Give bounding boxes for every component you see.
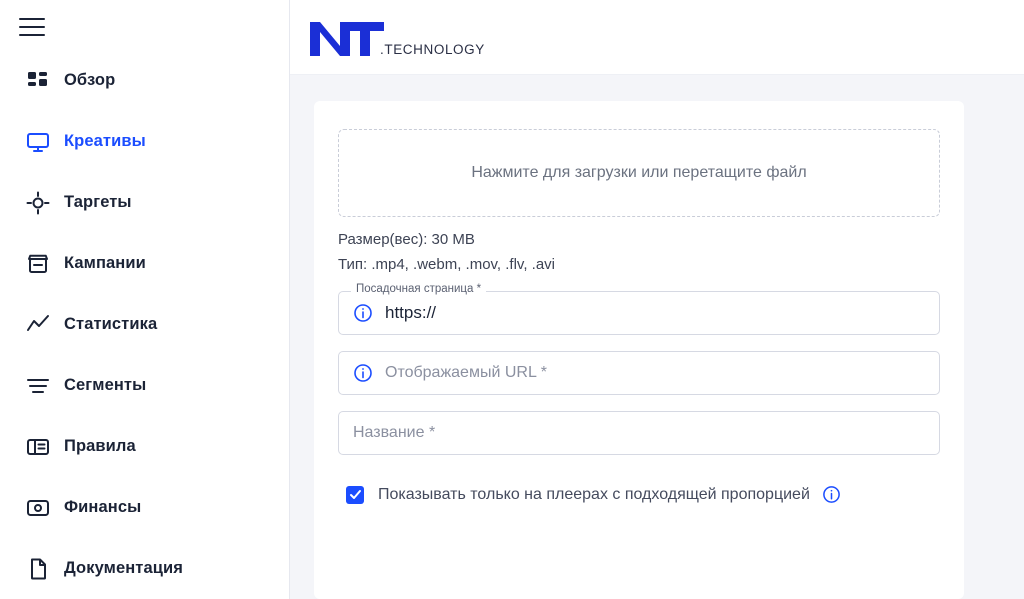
sidebar-nav	[0, 50, 289, 599]
type-hint: Тип: .mp4, .webm, .mov, .flv, .avi	[338, 256, 555, 273]
creative-form-card	[314, 101, 964, 599]
info-icon[interactable]	[353, 303, 373, 323]
name-placeholder: Название *	[353, 424, 436, 441]
info-icon[interactable]	[822, 485, 841, 504]
content-scroll-area	[290, 75, 1024, 599]
logo[interactable]	[306, 14, 485, 60]
main-area	[290, 0, 1024, 599]
display-url-field[interactable]	[338, 351, 940, 395]
sidebar-item-label: Документация	[64, 559, 183, 577]
sidebar-item-kampanii[interactable]	[0, 233, 289, 294]
monitor-icon	[12, 130, 64, 154]
name-field[interactable]	[338, 411, 940, 455]
sidebar-item-label: Креативы	[64, 132, 146, 150]
topbar	[290, 0, 1024, 75]
landing-page-legend: Посадочная страница *	[351, 284, 486, 296]
sidebar-item-label: Кампании	[64, 254, 146, 272]
sidebar-item-segmenty[interactable]	[0, 355, 289, 416]
hamburger-icon[interactable]	[8, 14, 56, 40]
sidebar-item-label: Сегменты	[64, 376, 147, 394]
size-hint: Размер(вес): 30 MB	[338, 231, 475, 248]
sidebar-item-obzor[interactable]	[0, 50, 289, 111]
sidebar-item-kreativy[interactable]	[0, 111, 289, 172]
sidebar-item-statistika[interactable]	[0, 294, 289, 355]
landing-page-value: https://	[385, 303, 437, 322]
chart-line-icon	[12, 313, 64, 337]
sidebar-item-dokumentaciya[interactable]	[0, 538, 289, 599]
store-icon	[12, 252, 64, 276]
landing-page-field[interactable]	[338, 283, 940, 335]
aspect-ratio-label: Показывать только на плеерах с подходящей пропорцией	[378, 485, 810, 503]
sidebar-item-targety[interactable]	[0, 172, 289, 233]
display-url-placeholder: Отображаемый URL *	[385, 364, 547, 381]
sidebar-item-label: Финансы	[64, 498, 142, 516]
sidebar-item-label: Правила	[64, 437, 136, 455]
target-icon	[12, 191, 64, 215]
dashboard-icon	[12, 69, 64, 93]
sidebar	[0, 0, 290, 599]
logo-mark-icon	[306, 16, 390, 60]
sidebar-item-finansy[interactable]	[0, 477, 289, 538]
wallet-icon	[12, 496, 64, 520]
logo-suffix: .TECHNOLOGY	[380, 42, 485, 57]
file-dropzone[interactable]	[338, 129, 940, 217]
document-icon	[12, 557, 64, 581]
info-icon[interactable]	[353, 363, 373, 383]
aspect-ratio-checkbox-row	[338, 485, 940, 504]
lines-icon	[12, 374, 64, 398]
sidebar-item-label: Статистика	[64, 315, 158, 333]
book-icon	[12, 435, 64, 459]
aspect-ratio-checkbox[interactable]	[346, 486, 364, 504]
sidebar-item-pravila[interactable]	[0, 416, 289, 477]
dropzone-label: Нажмите для загрузки или перетащите файл	[471, 164, 807, 181]
sidebar-item-label: Таргеты	[64, 193, 132, 211]
sidebar-item-label: Обзор	[64, 71, 116, 89]
